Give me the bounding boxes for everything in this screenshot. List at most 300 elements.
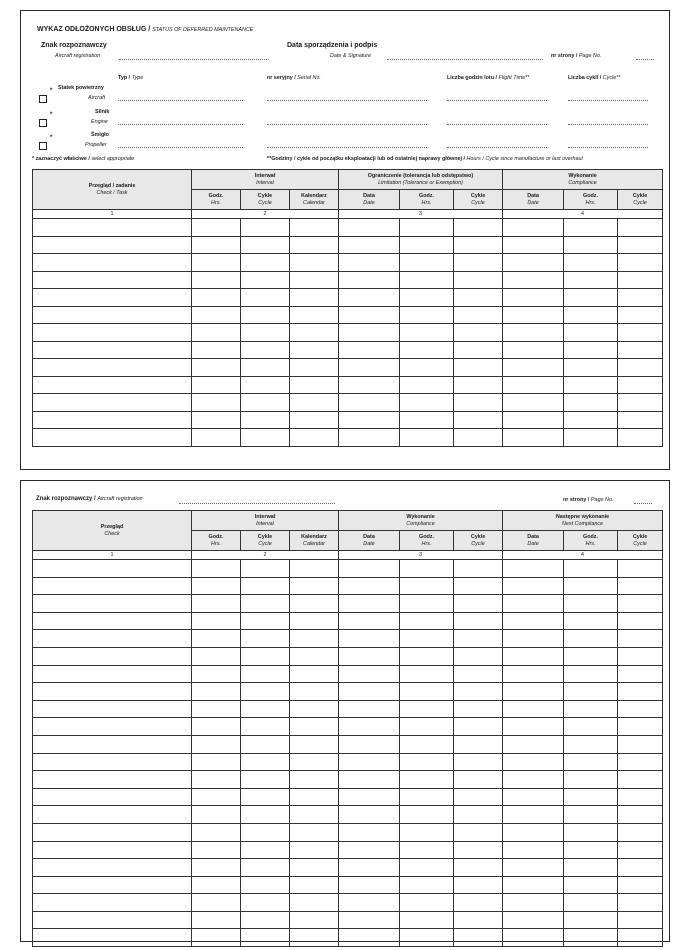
table-cell[interactable] [454, 411, 503, 429]
table-cell[interactable] [400, 324, 454, 342]
table-cell[interactable] [290, 429, 339, 447]
aircraft-hours-field[interactable] [447, 100, 547, 101]
table-cell[interactable] [241, 341, 290, 359]
table-cell[interactable] [454, 735, 503, 753]
table-cell[interactable] [564, 254, 618, 272]
table-cell[interactable] [33, 577, 192, 595]
table-cell[interactable] [290, 577, 339, 595]
table-cell[interactable] [192, 929, 241, 947]
table-cell[interactable] [290, 718, 339, 736]
table-cell[interactable] [400, 929, 454, 947]
table-cell[interactable] [564, 823, 618, 841]
table-cell[interactable] [192, 823, 241, 841]
table-cell[interactable] [503, 560, 564, 578]
table-cell[interactable] [33, 254, 192, 272]
table-cell[interactable] [192, 429, 241, 447]
table-cell[interactable] [33, 289, 192, 307]
aircraft-serial-field[interactable] [267, 100, 427, 101]
table-cell[interactable] [192, 753, 241, 771]
propeller-checkbox[interactable] [39, 142, 47, 150]
table-cell[interactable] [503, 806, 564, 824]
table-cell[interactable] [339, 753, 400, 771]
table-cell[interactable] [339, 806, 400, 824]
table-cell[interactable] [192, 647, 241, 665]
table-cell[interactable] [192, 376, 241, 394]
table-cell[interactable] [454, 700, 503, 718]
table-cell[interactable] [564, 306, 618, 324]
table-cell[interactable] [454, 911, 503, 929]
table-cell[interactable] [400, 254, 454, 272]
table-cell[interactable] [33, 612, 192, 630]
table-cell[interactable] [400, 665, 454, 683]
table-cell[interactable] [454, 324, 503, 342]
table-cell[interactable] [454, 806, 503, 824]
table-cell[interactable] [454, 236, 503, 254]
table-cell[interactable] [503, 394, 564, 412]
table-cell[interactable] [503, 595, 564, 613]
engine-hours-field[interactable] [447, 124, 547, 125]
table-cell[interactable] [503, 341, 564, 359]
table-cell[interactable] [564, 577, 618, 595]
table-cell[interactable] [454, 683, 503, 701]
propeller-serial-field[interactable] [267, 147, 427, 148]
table-cell[interactable] [241, 665, 290, 683]
table-cell[interactable] [290, 665, 339, 683]
table-cell[interactable] [564, 429, 618, 447]
table-cell[interactable] [33, 630, 192, 648]
date-signature-field[interactable] [387, 59, 543, 60]
table-cell[interactable] [618, 665, 663, 683]
table-cell[interactable] [290, 394, 339, 412]
table-cell[interactable] [192, 806, 241, 824]
table-cell[interactable] [564, 630, 618, 648]
table-cell[interactable] [400, 376, 454, 394]
table-cell[interactable] [454, 929, 503, 947]
table-cell[interactable] [339, 254, 400, 272]
table-cell[interactable] [241, 841, 290, 859]
table-cell[interactable] [241, 289, 290, 307]
table-cell[interactable] [33, 876, 192, 894]
table-cell[interactable] [454, 219, 503, 237]
table-cell[interactable] [618, 911, 663, 929]
table-cell[interactable] [618, 788, 663, 806]
table-cell[interactable] [564, 806, 618, 824]
table-cell[interactable] [564, 735, 618, 753]
table-cell[interactable] [192, 894, 241, 912]
table-cell[interactable] [241, 219, 290, 237]
table-cell[interactable] [339, 306, 400, 324]
table-cell[interactable] [400, 841, 454, 859]
table-cell[interactable] [339, 859, 400, 877]
table-cell[interactable] [192, 254, 241, 272]
table-cell[interactable] [33, 306, 192, 324]
table-cell[interactable] [503, 647, 564, 665]
table-cell[interactable] [503, 841, 564, 859]
table-cell[interactable] [192, 683, 241, 701]
table-cell[interactable] [503, 376, 564, 394]
table-cell[interactable] [618, 612, 663, 630]
table-cell[interactable] [400, 771, 454, 789]
table-cell[interactable] [33, 394, 192, 412]
table-cell[interactable] [33, 271, 192, 289]
table-cell[interactable] [241, 411, 290, 429]
table-cell[interactable] [241, 718, 290, 736]
table-cell[interactable] [339, 841, 400, 859]
table-cell[interactable] [339, 236, 400, 254]
table-cell[interactable] [454, 289, 503, 307]
table-cell[interactable] [290, 341, 339, 359]
table-cell[interactable] [503, 683, 564, 701]
table-cell[interactable] [339, 929, 400, 947]
table-cell[interactable] [618, 630, 663, 648]
table-cell[interactable] [192, 612, 241, 630]
table-cell[interactable] [290, 289, 339, 307]
table-cell[interactable] [454, 577, 503, 595]
table-cell[interactable] [618, 359, 663, 377]
table-cell[interactable] [503, 429, 564, 447]
table-cell[interactable] [564, 560, 618, 578]
table-cell[interactable] [339, 630, 400, 648]
table-cell[interactable] [339, 894, 400, 912]
table-cell[interactable] [290, 859, 339, 877]
table-cell[interactable] [564, 359, 618, 377]
table-cell[interactable] [564, 376, 618, 394]
table-cell[interactable] [339, 647, 400, 665]
table-cell[interactable] [241, 560, 290, 578]
table-cell[interactable] [454, 771, 503, 789]
table-cell[interactable] [192, 411, 241, 429]
table-cell[interactable] [400, 577, 454, 595]
table-cell[interactable] [564, 612, 618, 630]
table-cell[interactable] [503, 876, 564, 894]
table-cell[interactable] [564, 841, 618, 859]
table-cell[interactable] [33, 683, 192, 701]
table-cell[interactable] [564, 859, 618, 877]
table-cell[interactable] [564, 271, 618, 289]
table-cell[interactable] [618, 560, 663, 578]
table-cell[interactable] [618, 394, 663, 412]
table-cell[interactable] [192, 735, 241, 753]
table-cell[interactable] [400, 859, 454, 877]
table-cell[interactable] [454, 665, 503, 683]
table-cell[interactable] [290, 254, 339, 272]
table-cell[interactable] [290, 894, 339, 912]
table-cell[interactable] [290, 219, 339, 237]
table-cell[interactable] [503, 823, 564, 841]
table-cell[interactable] [400, 236, 454, 254]
registration-field[interactable] [119, 59, 269, 60]
table-cell[interactable] [339, 376, 400, 394]
table-cell[interactable] [618, 683, 663, 701]
table-cell[interactable] [454, 271, 503, 289]
table-cell[interactable] [454, 876, 503, 894]
table-cell[interactable] [503, 788, 564, 806]
table-cell[interactable] [503, 289, 564, 307]
table-cell[interactable] [454, 788, 503, 806]
table-cell[interactable] [33, 859, 192, 877]
table-cell[interactable] [241, 894, 290, 912]
table-cell[interactable] [241, 254, 290, 272]
table-cell[interactable] [192, 665, 241, 683]
table-cell[interactable] [241, 788, 290, 806]
table-cell[interactable] [400, 876, 454, 894]
table-cell[interactable] [290, 911, 339, 929]
table-cell[interactable] [192, 271, 241, 289]
table-cell[interactable] [618, 841, 663, 859]
table-cell[interactable] [618, 341, 663, 359]
table-cell[interactable] [192, 718, 241, 736]
table-cell[interactable] [241, 683, 290, 701]
table-cell[interactable] [400, 595, 454, 613]
table-cell[interactable] [339, 612, 400, 630]
table-cell[interactable] [503, 411, 564, 429]
table-cell[interactable] [618, 271, 663, 289]
table-cell[interactable] [339, 560, 400, 578]
table-cell[interactable] [503, 911, 564, 929]
engine-cycles-field[interactable] [568, 124, 648, 125]
table-cell[interactable] [192, 859, 241, 877]
table-cell[interactable] [564, 753, 618, 771]
table-cell[interactable] [339, 271, 400, 289]
table-cell[interactable] [33, 359, 192, 377]
table-cell[interactable] [454, 359, 503, 377]
table-cell[interactable] [290, 595, 339, 613]
table-cell[interactable] [241, 911, 290, 929]
table-cell[interactable] [33, 324, 192, 342]
table-cell[interactable] [503, 894, 564, 912]
table-cell[interactable] [241, 271, 290, 289]
table-cell[interactable] [400, 341, 454, 359]
table-cell[interactable] [503, 771, 564, 789]
propeller-cycles-field[interactable] [568, 147, 648, 148]
table-cell[interactable] [241, 429, 290, 447]
table-cell[interactable] [400, 753, 454, 771]
table-cell[interactable] [192, 306, 241, 324]
table-cell[interactable] [192, 876, 241, 894]
table-cell[interactable] [400, 219, 454, 237]
table-cell[interactable] [192, 771, 241, 789]
table-cell[interactable] [339, 429, 400, 447]
table-cell[interactable] [400, 359, 454, 377]
table-cell[interactable] [339, 823, 400, 841]
table-cell[interactable] [33, 700, 192, 718]
table-cell[interactable] [618, 306, 663, 324]
table-cell[interactable] [241, 876, 290, 894]
table-cell[interactable] [618, 595, 663, 613]
table-cell[interactable] [400, 735, 454, 753]
table-cell[interactable] [33, 823, 192, 841]
table-cell[interactable] [290, 929, 339, 947]
table-cell[interactable] [241, 806, 290, 824]
table-cell[interactable] [400, 788, 454, 806]
table-cell[interactable] [290, 376, 339, 394]
table-cell[interactable] [454, 341, 503, 359]
table-cell[interactable] [33, 647, 192, 665]
engine-type-field[interactable] [118, 124, 243, 125]
table-cell[interactable] [192, 788, 241, 806]
table-cell[interactable] [618, 823, 663, 841]
table-cell[interactable] [339, 665, 400, 683]
table-cell[interactable] [241, 324, 290, 342]
table-cell[interactable] [33, 665, 192, 683]
table-cell[interactable] [454, 376, 503, 394]
table-cell[interactable] [454, 647, 503, 665]
table-cell[interactable] [564, 324, 618, 342]
table-cell[interactable] [241, 306, 290, 324]
table-cell[interactable] [290, 630, 339, 648]
table-cell[interactable] [454, 560, 503, 578]
table-cell[interactable] [400, 271, 454, 289]
table-cell[interactable] [400, 647, 454, 665]
table-cell[interactable] [400, 806, 454, 824]
table-cell[interactable] [241, 771, 290, 789]
table-cell[interactable] [33, 595, 192, 613]
table-cell[interactable] [290, 771, 339, 789]
aircraft-type-field[interactable] [118, 100, 243, 101]
table-cell[interactable] [503, 577, 564, 595]
table-cell[interactable] [33, 376, 192, 394]
table-cell[interactable] [192, 219, 241, 237]
table-cell[interactable] [400, 560, 454, 578]
table-cell[interactable] [503, 665, 564, 683]
table-cell[interactable] [503, 219, 564, 237]
table-cell[interactable] [33, 894, 192, 912]
table-cell[interactable] [618, 718, 663, 736]
table-cell[interactable] [241, 929, 290, 947]
table-cell[interactable] [290, 753, 339, 771]
table-cell[interactable] [454, 859, 503, 877]
page-number-field-2[interactable] [634, 503, 652, 504]
table-cell[interactable] [33, 560, 192, 578]
table-cell[interactable] [290, 647, 339, 665]
table-cell[interactable] [339, 411, 400, 429]
table-cell[interactable] [339, 324, 400, 342]
table-cell[interactable] [400, 429, 454, 447]
table-cell[interactable] [618, 876, 663, 894]
table-cell[interactable] [564, 647, 618, 665]
table-cell[interactable] [564, 236, 618, 254]
table-cell[interactable] [33, 236, 192, 254]
table-cell[interactable] [290, 612, 339, 630]
table-cell[interactable] [290, 411, 339, 429]
table-cell[interactable] [454, 630, 503, 648]
table-cell[interactable] [618, 324, 663, 342]
table-cell[interactable] [618, 771, 663, 789]
table-cell[interactable] [454, 306, 503, 324]
table-cell[interactable] [33, 771, 192, 789]
table-cell[interactable] [192, 577, 241, 595]
table-cell[interactable] [503, 753, 564, 771]
table-cell[interactable] [564, 683, 618, 701]
table-cell[interactable] [564, 718, 618, 736]
table-cell[interactable] [290, 306, 339, 324]
table-cell[interactable] [192, 630, 241, 648]
table-cell[interactable] [400, 683, 454, 701]
table-cell[interactable] [503, 735, 564, 753]
aircraft-cycles-field[interactable] [568, 100, 648, 101]
table-cell[interactable] [454, 823, 503, 841]
table-cell[interactable] [339, 289, 400, 307]
table-cell[interactable] [618, 647, 663, 665]
table-cell[interactable] [618, 429, 663, 447]
table-cell[interactable] [618, 929, 663, 947]
table-cell[interactable] [192, 700, 241, 718]
table-cell[interactable] [290, 788, 339, 806]
table-cell[interactable] [564, 771, 618, 789]
engine-serial-field[interactable] [267, 124, 427, 125]
table-cell[interactable] [564, 341, 618, 359]
table-cell[interactable] [503, 929, 564, 947]
table-cell[interactable] [339, 341, 400, 359]
table-cell[interactable] [339, 394, 400, 412]
table-cell[interactable] [290, 700, 339, 718]
table-cell[interactable] [290, 823, 339, 841]
table-cell[interactable] [400, 630, 454, 648]
table-cell[interactable] [290, 560, 339, 578]
table-cell[interactable] [33, 718, 192, 736]
table-cell[interactable] [339, 771, 400, 789]
table-cell[interactable] [192, 394, 241, 412]
table-cell[interactable] [192, 236, 241, 254]
table-cell[interactable] [454, 612, 503, 630]
table-cell[interactable] [290, 236, 339, 254]
table-cell[interactable] [618, 411, 663, 429]
table-cell[interactable] [564, 289, 618, 307]
table-cell[interactable] [503, 254, 564, 272]
table-cell[interactable] [290, 876, 339, 894]
table-cell[interactable] [241, 700, 290, 718]
table-cell[interactable] [339, 359, 400, 377]
table-cell[interactable] [241, 236, 290, 254]
table-cell[interactable] [33, 341, 192, 359]
table-cell[interactable] [454, 753, 503, 771]
table-cell[interactable] [618, 577, 663, 595]
table-cell[interactable] [618, 753, 663, 771]
table-cell[interactable] [564, 595, 618, 613]
table-cell[interactable] [400, 289, 454, 307]
table-cell[interactable] [33, 841, 192, 859]
table-cell[interactable] [241, 376, 290, 394]
table-cell[interactable] [564, 894, 618, 912]
table-cell[interactable] [241, 577, 290, 595]
table-cell[interactable] [290, 271, 339, 289]
table-cell[interactable] [454, 254, 503, 272]
table-cell[interactable] [290, 683, 339, 701]
table-cell[interactable] [192, 560, 241, 578]
table-cell[interactable] [503, 359, 564, 377]
table-cell[interactable] [564, 876, 618, 894]
table-cell[interactable] [290, 735, 339, 753]
table-cell[interactable] [400, 411, 454, 429]
table-cell[interactable] [400, 718, 454, 736]
table-cell[interactable] [339, 876, 400, 894]
aircraft-checkbox[interactable] [39, 95, 47, 103]
table-cell[interactable] [618, 700, 663, 718]
table-cell[interactable] [192, 341, 241, 359]
table-cell[interactable] [241, 735, 290, 753]
propeller-hours-field[interactable] [447, 147, 547, 148]
table-cell[interactable] [503, 612, 564, 630]
table-cell[interactable] [33, 735, 192, 753]
table-cell[interactable] [503, 236, 564, 254]
table-cell[interactable] [564, 700, 618, 718]
table-cell[interactable] [241, 612, 290, 630]
table-cell[interactable] [400, 306, 454, 324]
table-cell[interactable] [618, 236, 663, 254]
table-cell[interactable] [339, 595, 400, 613]
table-cell[interactable] [400, 612, 454, 630]
table-cell[interactable] [290, 324, 339, 342]
